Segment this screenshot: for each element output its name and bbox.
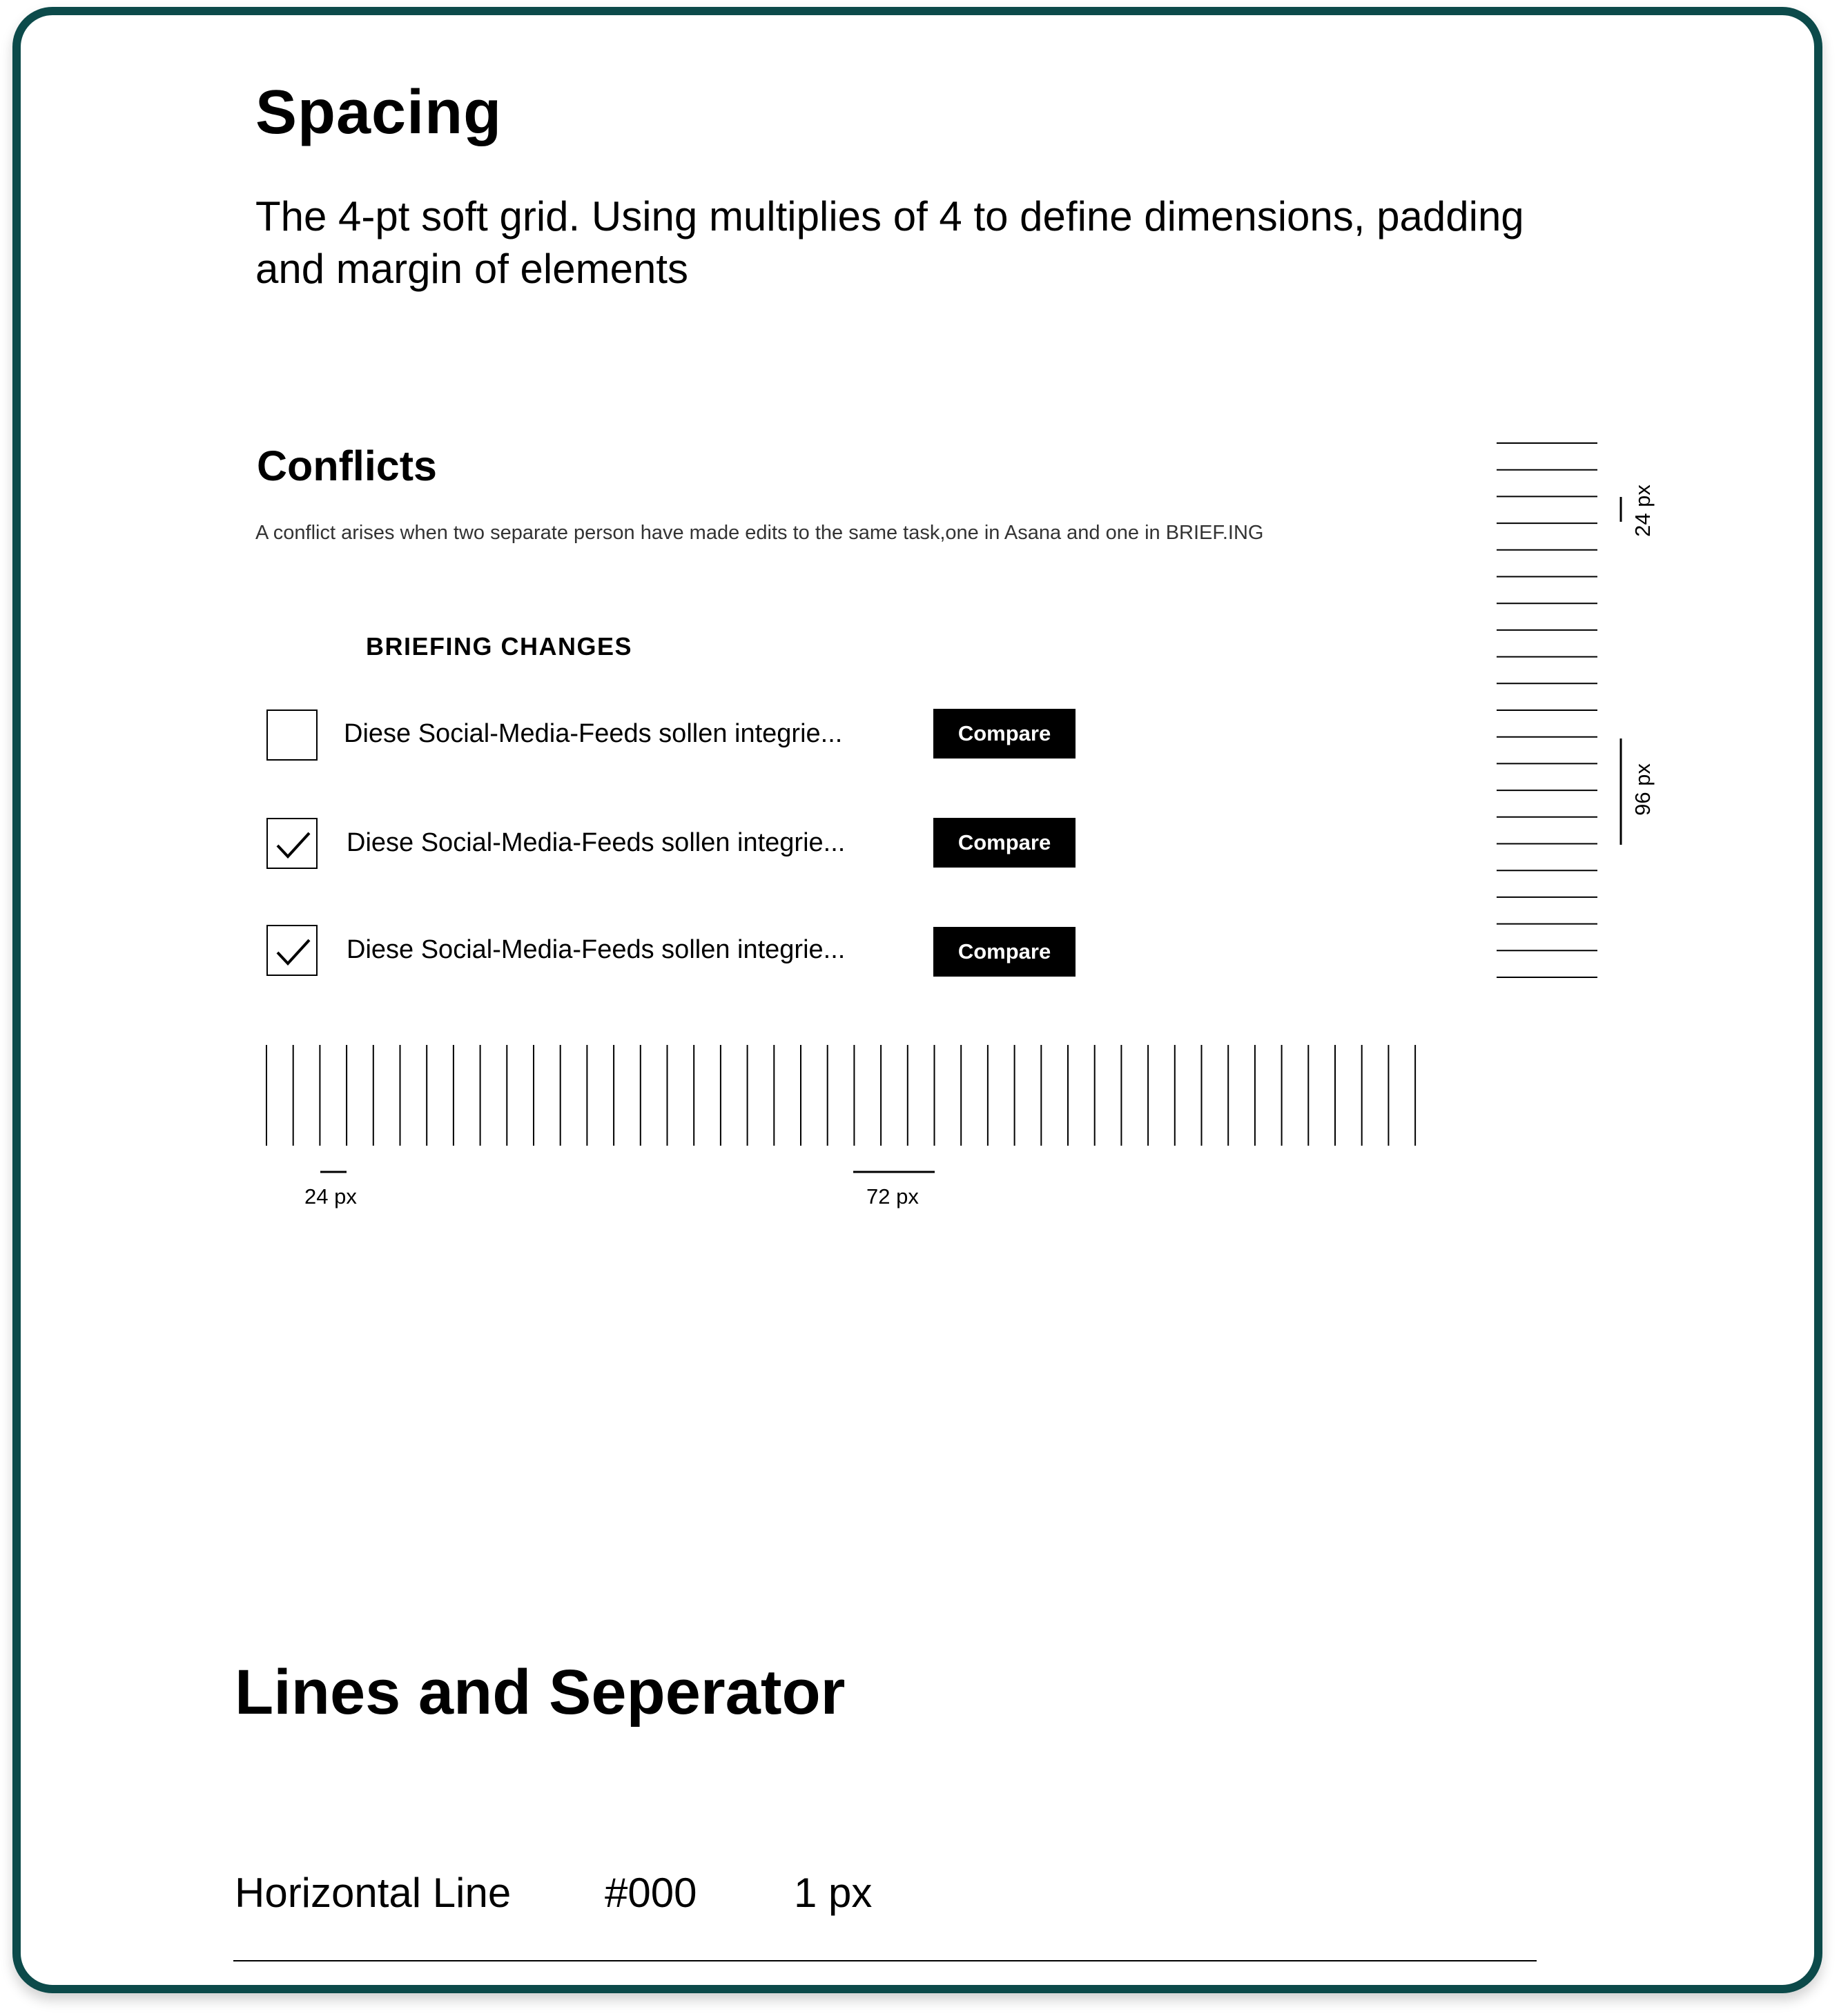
horizontal-spacing-ruler [255,1042,1429,1180]
line-color-value: #000 [605,1870,697,1916]
ruler-label-72px: 72 px [866,1184,919,1208]
spacing-intro: The 4-pt soft grid. Using multiplies of 4 to define dimensions, padding and margin of elements [255,193,1524,292]
section-title-lines: Lines and Seperator [235,1657,846,1728]
compare-button[interactable]: Compare [933,927,1076,977]
line-name: Horizontal Line [235,1870,512,1916]
ruler-label-24px: 24 px [304,1184,357,1208]
conflict-row-text: Diese Social-Media-Feeds sollen integrie... [347,935,846,964]
conflict-row-text: Diese Social-Media-Feeds sollen integrie... [347,828,846,857]
ruler-label-96px-vertical: 96 px [1631,763,1655,816]
section-title-spacing: Spacing [255,78,503,147]
checkmark-icon [268,819,319,870]
vertical-spacing-ruler [1491,435,1629,987]
line-width-value: 1 px [794,1870,873,1916]
ruler-label-24px-vertical: 24 px [1631,485,1655,537]
conflicts-title: Conflicts [257,442,437,489]
conflicts-description: A conflict arises when two separate person have made edits to the same task,one in Asana and one in BRIEF.ING [255,522,1264,544]
conflict-checkbox-3[interactable] [266,925,318,976]
conflict-checkbox-1[interactable] [266,709,318,761]
briefing-changes-header: BRIEFING CHANGES [366,632,633,660]
conflict-checkbox-2[interactable] [266,818,318,869]
compare-button[interactable]: Compare [933,818,1076,868]
conflict-row-text: Diese Social-Media-Feeds sollen integrie... [344,719,843,748]
compare-button[interactable]: Compare [933,709,1076,759]
horizontal-separator-line [233,1960,1537,1961]
checkmark-icon [268,926,319,977]
